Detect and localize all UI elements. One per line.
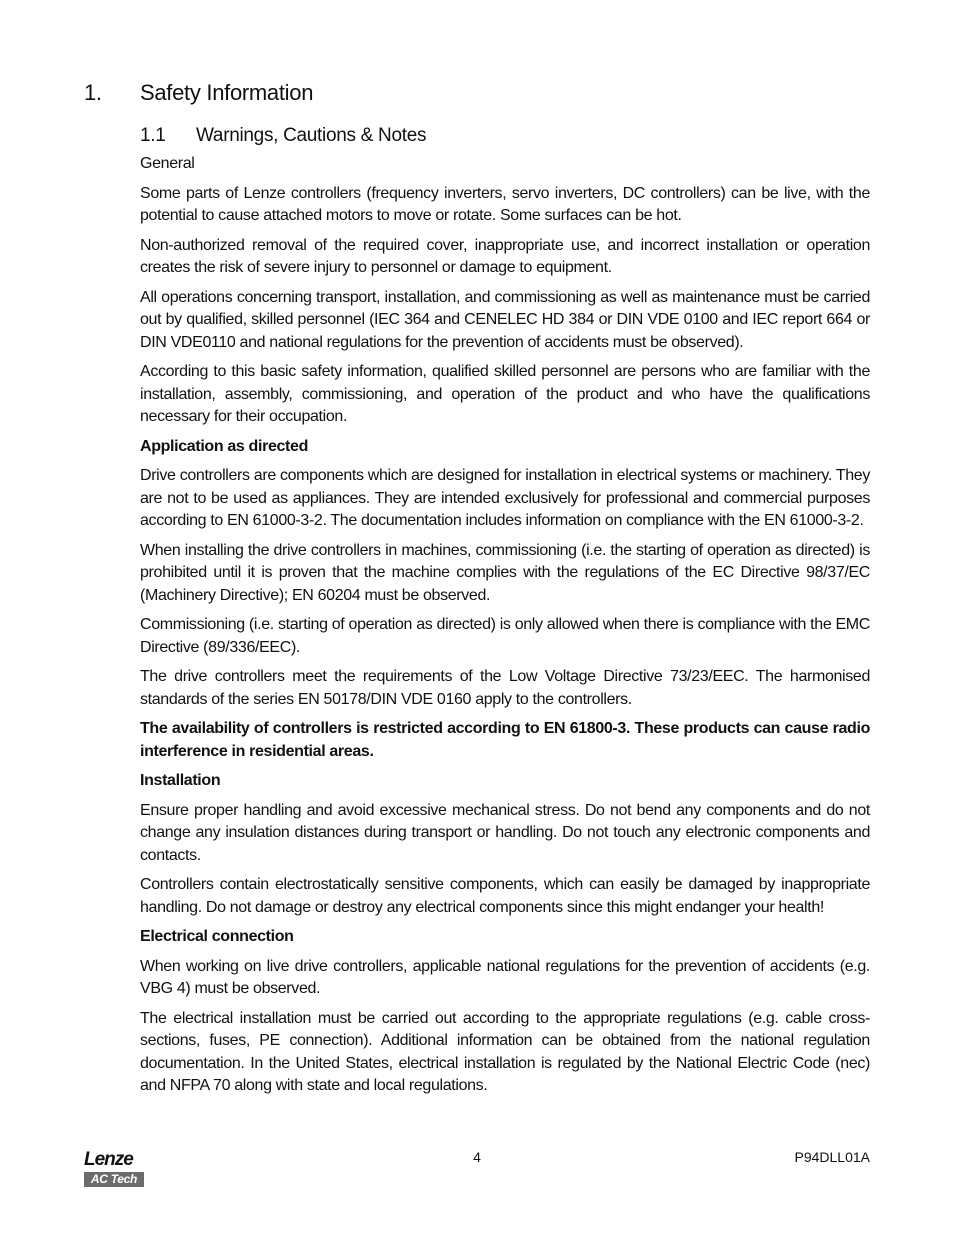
subsection-number: 1.1 (140, 125, 166, 146)
section-heading (84, 80, 313, 106)
paragraph: Controllers contain electrostatically sensitive components, which can easily be damaged by inappropriate handling. Do not damage or destroy any electrical components since this might endanger your health! (140, 876, 870, 916)
document-code: P94DLL01A (794, 1149, 870, 1165)
paragraph: The electrical installation must be carried out according to the appropriate regulations (e.g. cable cross-sections, fuses, PE connection). Additional information can be obtained from the national regulation documentation. In the United States, electrical installation is regulated by the National Electric Code (nec) and NFPA 70 along with state and local regulations. (140, 1009, 870, 1094)
section-number: 1. (84, 80, 102, 105)
paragraph: According to this basic safety information, qualified skilled personnel are persons who are familiar with the installation, assembly, commissioning, and operation of the product and who have the qualifications necessary for their occupation. (140, 363, 870, 425)
paragraph: The drive controllers meet the requirements of the Low Voltage Directive 73/23/EEC. The harmonised standards of the series EN 50178/DIN VDE 0160 apply to the controllers. (140, 668, 870, 708)
paragraph: When working on live drive controllers, applicable national regulations for the prevention of accidents (e.g. VBG 4) must be observed. (140, 957, 870, 997)
paragraph: Commissioning (i.e. starting of operation as directed) is only allowed when there is compliance with the EMC Directive (89/336/EEC). (140, 616, 870, 656)
paragraph: Non-authorized removal of the required cover, inappropriate use, and incorrect installation or operation creates the risk of severe injury to personnel or damage to equipment. (140, 236, 870, 276)
page-number: 4 (473, 1149, 481, 1165)
logo-lenze-text: Lenze (84, 1149, 133, 1170)
paragraph: When installing the drive controllers in machines, commissioning (i.e. the starting of operation as directed) is prohibited until it is proven that the machine complies with the regulations of the EC Directive 98/37/EC (Machinery Directive); EN 60204 must be observed. (140, 541, 870, 604)
body-text (140, 153, 870, 1105)
bold-notice: The availability of controllers is restricted according to EN 61800-3. These products can cause radio interference in residential areas. (140, 720, 870, 760)
installation-heading: Installation (140, 772, 221, 789)
general-label: General (140, 155, 195, 172)
logo-actech-text: AC Tech (84, 1172, 144, 1187)
paragraph: All operations concerning transport, installation, and commissioning as well as maintenance must be carried out by qualified, skilled personnel (IEC 364 and CENELEC HD 384 or DIN VDE 0100 and IEC report 664 or DIN VDE0110 and national regulations for the prevention of accidents must be observed). (140, 288, 870, 351)
paragraph: Some parts of Lenze controllers (frequency inverters, servo inverters, DC controllers) can be live, with the potential to cause attached motors to move or rotate. Some surfaces can be hot. (140, 184, 870, 224)
paragraph: Ensure proper handling and avoid excessive mechanical stress. Do not bend any components and do not change any insulation distances during transport or handling. Do not touch any electronic components and contacts. (140, 801, 870, 864)
section-title: Safety Information (140, 80, 314, 105)
subsection-heading (140, 125, 426, 147)
subsection-title: Warnings, Cautions & Notes (196, 125, 427, 146)
electrical-heading: Electrical connection (140, 928, 294, 945)
paragraph: Drive controllers are components which are designed for installation in electrical systems or machinery. They are not to be used as appliances. They are intended exclusively for professional and commercial purposes according to EN 61000-3-2. The documentation includes information on compliance with the EN 61000-3-2. (140, 467, 870, 529)
application-heading: Application as directed (140, 437, 308, 455)
